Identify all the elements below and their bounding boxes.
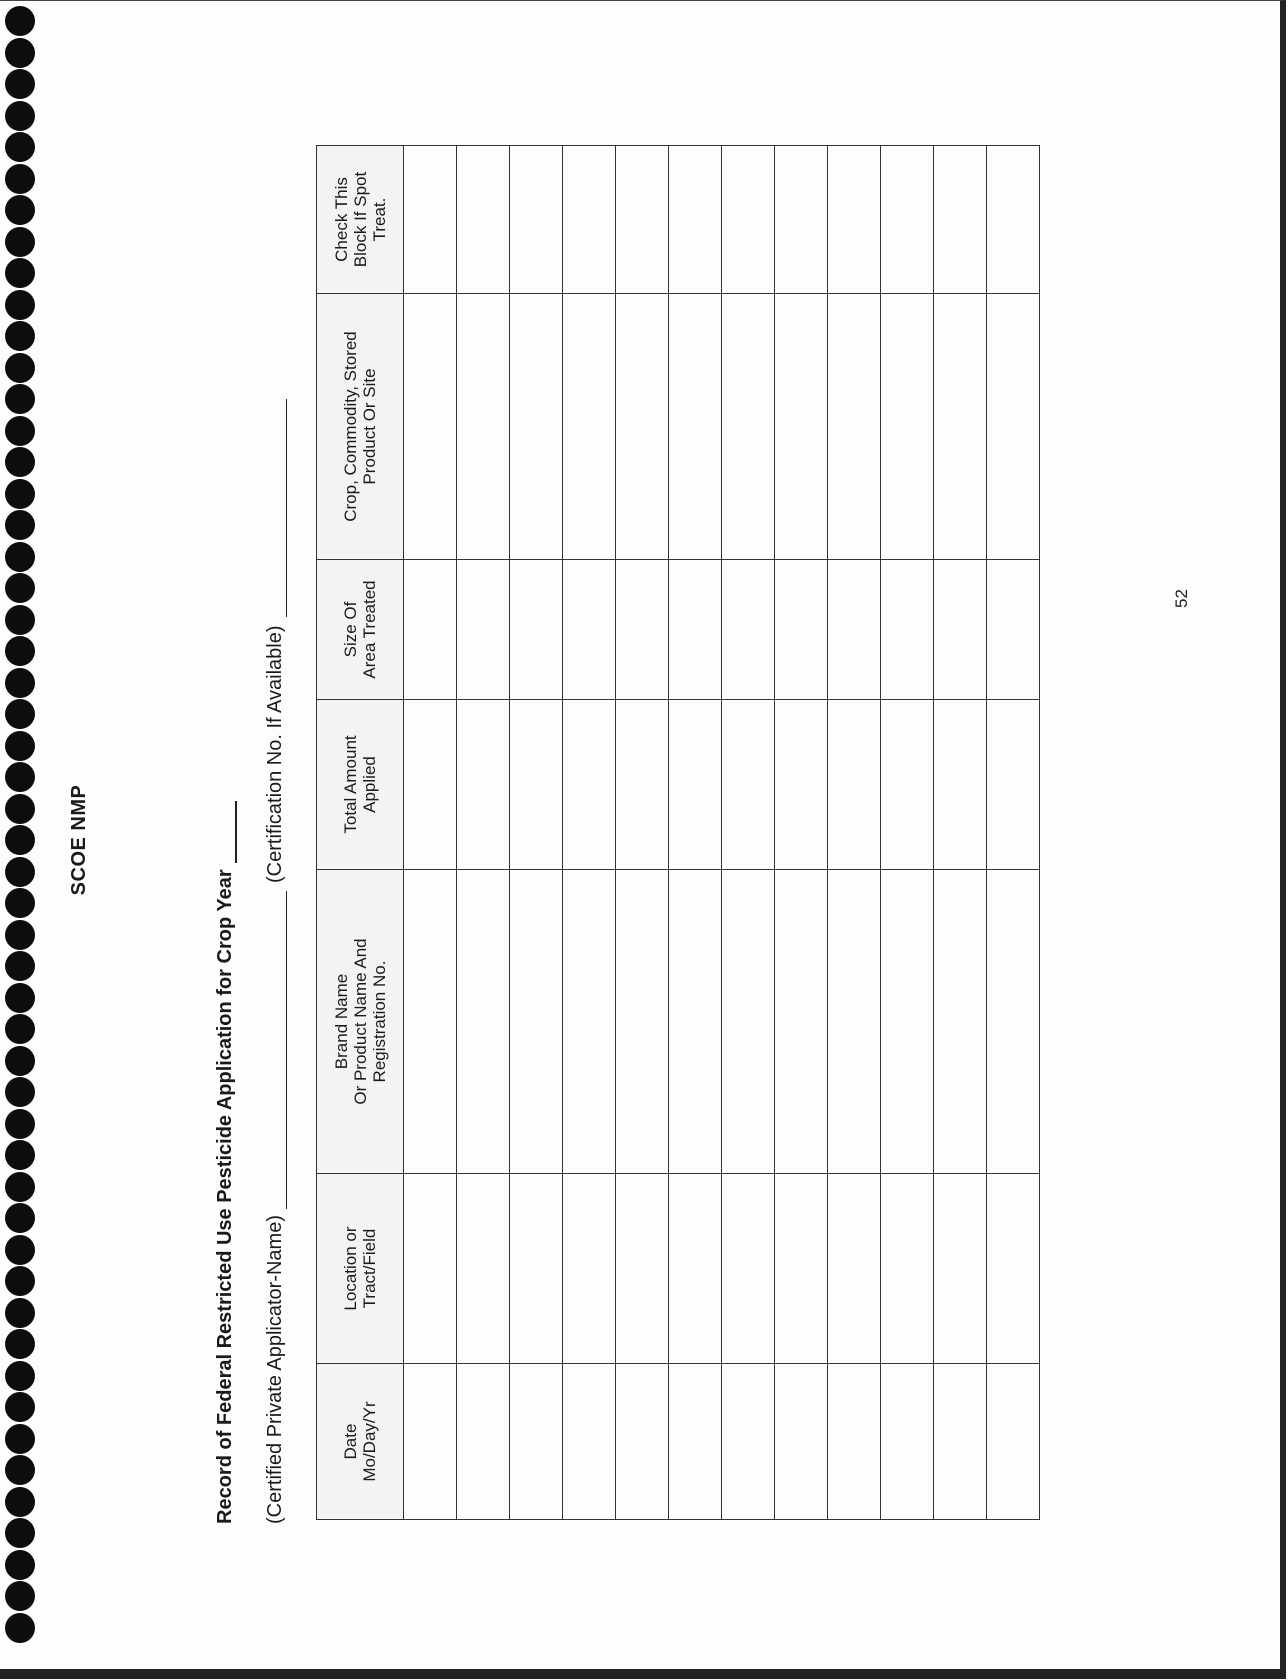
entry-cell[interactable] xyxy=(563,560,616,700)
entry-cell[interactable] xyxy=(616,146,669,294)
entry-cell[interactable] xyxy=(457,1174,510,1364)
entry-cell[interactable] xyxy=(828,294,881,560)
entry-cell[interactable] xyxy=(775,294,828,560)
entry-cell[interactable] xyxy=(404,294,457,560)
table-row xyxy=(987,146,1040,1520)
entry-cell[interactable] xyxy=(457,146,510,294)
column-header-spot-treat xyxy=(317,146,404,294)
entry-cell[interactable] xyxy=(722,1364,775,1520)
entry-cell[interactable] xyxy=(828,1174,881,1364)
entry-cell[interactable] xyxy=(987,146,1040,294)
column-header-line: Block If Spot xyxy=(350,171,370,268)
entry-cell[interactable] xyxy=(457,700,510,870)
column-header-line: Area Treated xyxy=(360,580,379,679)
entry-cell[interactable] xyxy=(669,560,722,700)
table-row xyxy=(404,146,457,1520)
entry-cell[interactable] xyxy=(616,1364,669,1520)
entry-cell[interactable] xyxy=(775,700,828,870)
table-body xyxy=(404,146,1040,1520)
column-header-line: Product Or Site xyxy=(360,368,379,485)
entry-cell[interactable] xyxy=(669,146,722,294)
column-header-line: Or Product Name And xyxy=(350,938,370,1105)
entry-cell[interactable] xyxy=(563,700,616,870)
column-header-line: Applied xyxy=(360,756,379,813)
entry-cell[interactable] xyxy=(457,870,510,1174)
entry-cell[interactable] xyxy=(828,1364,881,1520)
entry-cell[interactable] xyxy=(775,146,828,294)
certification-label: (Certification No. If Available) xyxy=(264,625,286,883)
entry-cell[interactable] xyxy=(404,700,457,870)
entry-cell[interactable] xyxy=(404,146,457,294)
entry-cell[interactable] xyxy=(775,870,828,1174)
header-title: SCOE NMP xyxy=(68,784,90,896)
entry-cell[interactable] xyxy=(934,294,987,560)
entry-cell[interactable] xyxy=(616,294,669,560)
entry-cell[interactable] xyxy=(775,1364,828,1520)
column-header-date xyxy=(317,1364,404,1520)
entry-cell[interactable] xyxy=(987,1364,1040,1520)
entry-cell[interactable] xyxy=(616,560,669,700)
entry-cell[interactable] xyxy=(881,146,934,294)
applicator-line xyxy=(264,399,287,1524)
table-row xyxy=(828,146,881,1520)
entry-cell[interactable] xyxy=(881,700,934,870)
table-row xyxy=(457,146,510,1520)
entry-cell[interactable] xyxy=(616,870,669,1174)
applicator-name-blank[interactable] xyxy=(268,891,287,1209)
entry-cell[interactable] xyxy=(510,1174,563,1364)
column-header-location xyxy=(317,1174,404,1364)
table-row xyxy=(881,146,934,1520)
entry-cell[interactable] xyxy=(669,870,722,1174)
entry-cell[interactable] xyxy=(404,560,457,700)
form-title-text: Record of Federal Restricted Use Pesticide Application for Crop Year xyxy=(214,869,236,1524)
entry-cell[interactable] xyxy=(881,870,934,1174)
entry-cell[interactable] xyxy=(563,870,616,1174)
entry-cell[interactable] xyxy=(722,870,775,1174)
entry-cell[interactable] xyxy=(563,1364,616,1520)
column-header-line: Check This xyxy=(331,177,351,262)
column-header-line: Brand Name xyxy=(331,973,351,1070)
column-header-line: Mo/Day/Yr xyxy=(360,1401,379,1482)
pesticide-record-table xyxy=(316,145,1040,1520)
table-row xyxy=(510,146,563,1520)
entry-cell[interactable] xyxy=(934,146,987,294)
column-header-line: Size Of xyxy=(341,601,360,658)
column-header-line: Total Amount xyxy=(341,735,360,834)
column-header-line: Tract/Field xyxy=(360,1228,379,1309)
column-header-line: Registration No. xyxy=(369,960,389,1083)
entry-cell[interactable] xyxy=(722,146,775,294)
entry-cell[interactable] xyxy=(404,1364,457,1520)
entry-cell[interactable] xyxy=(881,560,934,700)
table-header-row xyxy=(317,146,404,1520)
entry-cell[interactable] xyxy=(828,870,881,1174)
table-row xyxy=(775,146,828,1520)
table-row xyxy=(934,146,987,1520)
entry-cell[interactable] xyxy=(722,294,775,560)
column-header-area-size xyxy=(317,560,404,700)
entry-cell[interactable] xyxy=(457,560,510,700)
entry-cell[interactable] xyxy=(457,294,510,560)
page-number: 52 xyxy=(1172,589,1191,608)
entry-cell[interactable] xyxy=(934,560,987,700)
entry-cell[interactable] xyxy=(510,294,563,560)
entry-cell[interactable] xyxy=(881,294,934,560)
entry-cell[interactable] xyxy=(722,700,775,870)
entry-cell[interactable] xyxy=(510,560,563,700)
table-row xyxy=(722,146,775,1520)
applicator-label: (Certified Private Applicator-Name) xyxy=(264,1215,286,1524)
column-header-line: Location or xyxy=(341,1226,360,1311)
entry-cell[interactable] xyxy=(934,1174,987,1364)
entry-cell[interactable] xyxy=(828,560,881,700)
entry-cell[interactable] xyxy=(563,146,616,294)
entry-cell[interactable] xyxy=(828,146,881,294)
form-title xyxy=(214,801,237,1524)
table-row xyxy=(669,146,722,1520)
table-row xyxy=(563,146,616,1520)
entry-cell[interactable] xyxy=(563,294,616,560)
entry-cell[interactable] xyxy=(669,700,722,870)
entry-cell[interactable] xyxy=(510,700,563,870)
entry-cell[interactable] xyxy=(987,870,1040,1174)
entry-cell[interactable] xyxy=(669,1364,722,1520)
column-header-line: Treat. xyxy=(369,197,389,242)
column-header-crop-site xyxy=(317,294,404,560)
entry-cell[interactable] xyxy=(669,294,722,560)
column-header-total-amount xyxy=(317,700,404,870)
entry-cell[interactable] xyxy=(987,294,1040,560)
entry-cell[interactable] xyxy=(987,560,1040,700)
entry-cell[interactable] xyxy=(775,560,828,700)
table-row xyxy=(616,146,669,1520)
column-header-brand-name xyxy=(317,870,404,1174)
column-header-line: Crop, Commodity, Stored xyxy=(341,331,360,522)
column-header-line: Date xyxy=(341,1423,360,1460)
entry-cell[interactable] xyxy=(616,1174,669,1364)
crop-year-blank[interactable] xyxy=(217,801,237,863)
entry-cell[interactable] xyxy=(987,700,1040,870)
entry-cell[interactable] xyxy=(404,1174,457,1364)
entry-cell[interactable] xyxy=(669,1174,722,1364)
entry-cell[interactable] xyxy=(987,1174,1040,1364)
entry-cell[interactable] xyxy=(510,1364,563,1520)
entry-cell[interactable] xyxy=(404,870,457,1174)
entry-cell[interactable] xyxy=(722,560,775,700)
entry-cell[interactable] xyxy=(722,1174,775,1364)
entry-cell[interactable] xyxy=(510,146,563,294)
entry-cell[interactable] xyxy=(563,1174,616,1364)
entry-cell[interactable] xyxy=(828,700,881,870)
entry-cell[interactable] xyxy=(510,870,563,1174)
certification-number-blank[interactable] xyxy=(268,399,287,617)
entry-cell[interactable] xyxy=(934,870,987,1174)
entry-cell[interactable] xyxy=(881,1174,934,1364)
entry-cell[interactable] xyxy=(616,700,669,870)
entry-cell[interactable] xyxy=(775,1174,828,1364)
entry-cell[interactable] xyxy=(934,1364,987,1520)
entry-cell[interactable] xyxy=(934,700,987,870)
entry-cell[interactable] xyxy=(881,1364,934,1520)
entry-cell[interactable] xyxy=(457,1364,510,1520)
